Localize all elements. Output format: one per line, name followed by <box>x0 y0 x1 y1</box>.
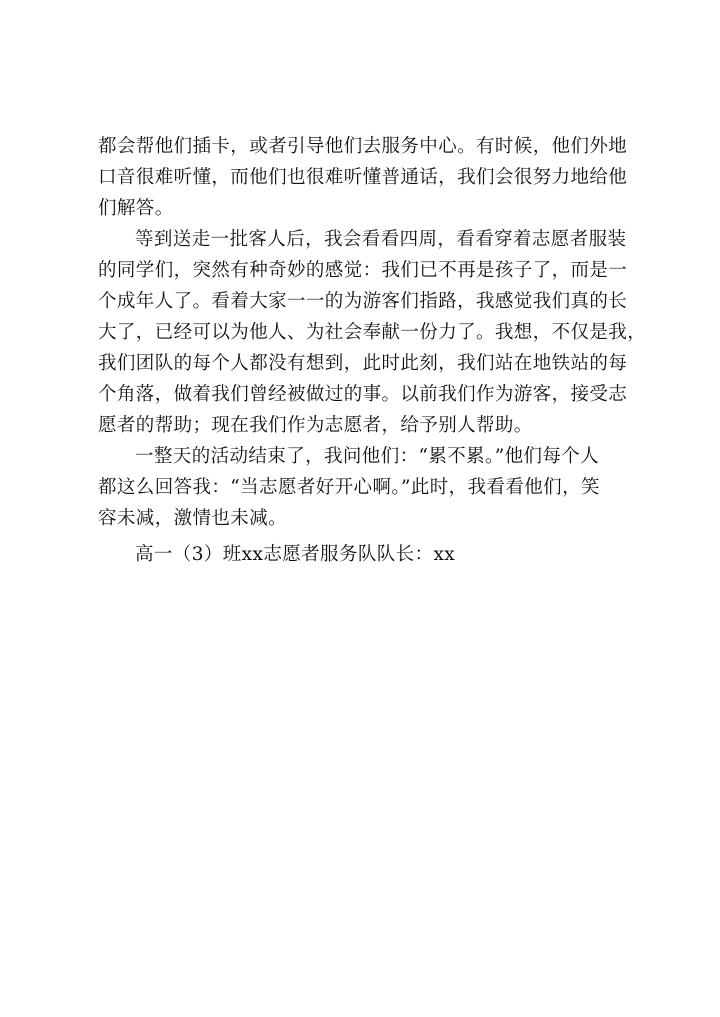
text-line: 口音很难听懂，而他们也很难听懂普通话，我们会很努力地给他 <box>98 167 628 188</box>
text-line: 们解答。 <box>98 198 174 219</box>
text-line: 都会帮他们插卡，或者引导他们去服务中心。有时候，他们外地 <box>98 136 628 157</box>
text-line: 的同学们，突然有种奇妙的感觉：我们已不再是孩子了，而是一 <box>98 260 628 281</box>
text-line: 个成年人了。看着大家一一的为游客们指路，我感觉我们真的长 <box>98 291 628 312</box>
document-body <box>98 131 647 570</box>
text-line: 容未减，激情也未减。 <box>98 508 288 529</box>
paragraph-3 <box>98 441 630 534</box>
text-line: 一整天的活动结束了，我问他们：“累不累。”他们每个人 <box>135 446 600 467</box>
text-line: 个角落，做着我们曾经被做过的事。以前我们作为游客，接受志 <box>98 384 628 405</box>
text-line: 大了，已经可以为他人、为社会奉献一份力了。我想，不仅是我， <box>98 322 647 343</box>
paragraph-2 <box>98 224 647 441</box>
paragraph-1 <box>98 131 630 224</box>
signature-line: 高一（3）班xx志愿者服务队队长：xx <box>135 544 456 565</box>
text-line: 愿者的帮助；现在我们作为志愿者，给予别人帮助。 <box>98 415 533 436</box>
text-line: 都这么回答我：“当志愿者好开心啊。”此时，我看看他们，笑 <box>98 477 600 498</box>
text-line: 我们团队的每个人都没有想到，此时此刻，我们站在地铁站的每 <box>98 353 628 374</box>
text-line: 等到送走一批客人后，我会看看四周，看看穿着志愿者服装 <box>135 229 627 250</box>
